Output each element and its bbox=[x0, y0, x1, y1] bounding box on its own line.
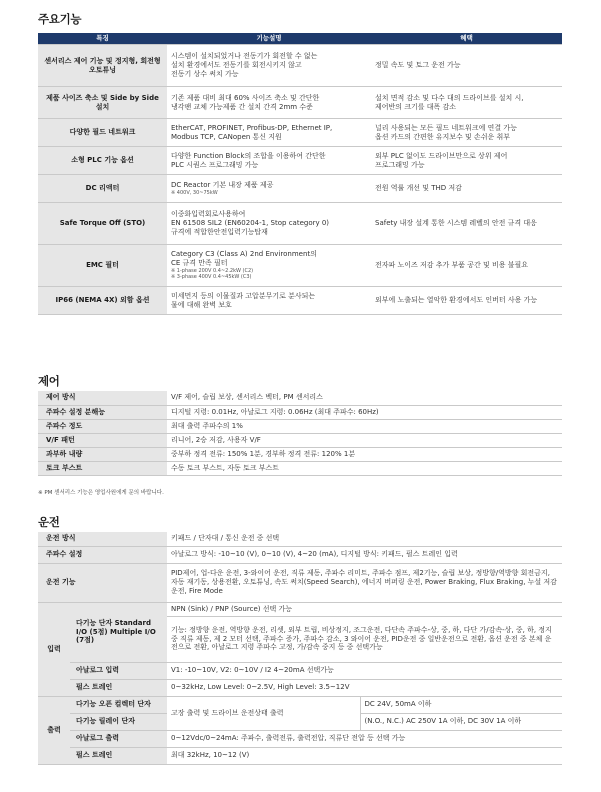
description-line: 다양한 Function Block의 조합을 이용하여 간단한 bbox=[171, 151, 326, 160]
row-label: 펄스 트레인 bbox=[70, 679, 167, 696]
row-label: 토크 부스트 bbox=[38, 461, 167, 475]
benefit-line: 널리 사용되는 모든 필드 네트워크에 연결 가능 bbox=[375, 123, 517, 132]
table-row bbox=[38, 679, 562, 696]
row-label: V/F 패턴 bbox=[38, 433, 167, 447]
description-line: Modbus TCP, CANopen 통신 지원 bbox=[171, 132, 282, 141]
description-line: DC Reactor 기본 내장 제품 제공 bbox=[171, 180, 274, 189]
row-value: 최대 출력 주파수의 1% bbox=[167, 419, 562, 433]
description-line: EtherCAT, PROFINET, Profibus-DP, Ethernet IP, bbox=[171, 123, 333, 132]
row-value: DC 24V, 50mA 이하 bbox=[360, 696, 562, 713]
benefit-cell bbox=[371, 175, 562, 203]
feature-cell: EMC 필터 bbox=[38, 245, 167, 287]
feature-cell: Safe Torque Off (STO) bbox=[38, 203, 167, 245]
table-row bbox=[38, 87, 562, 119]
table-row bbox=[38, 391, 562, 405]
row-value: (N.O., N.C.) AC 250V 1A 이하, DC 30V 1A 이하 bbox=[360, 713, 562, 730]
row-value: V1: -10~10V, V2: 0~10V / I2 4~20mA 선택가능 bbox=[167, 662, 562, 679]
table-row bbox=[38, 662, 562, 679]
description-cell bbox=[167, 87, 371, 119]
table-row bbox=[38, 602, 562, 616]
benefit-line: 프로그래밍 가능 bbox=[375, 160, 425, 169]
features-header-row bbox=[38, 33, 562, 45]
table-row bbox=[38, 546, 562, 563]
description-note: ※ 3-phase 400V 0.4~45kW (C3) bbox=[171, 274, 252, 281]
description-line: 전동기 상수 써치 가능 bbox=[171, 69, 239, 78]
benefit-cell bbox=[371, 87, 562, 119]
table-row bbox=[38, 563, 562, 602]
benefit-cell bbox=[371, 287, 562, 315]
benefit-line: 외부 PLC 없이도 드라이브만으로 상위 제어 bbox=[375, 151, 508, 160]
operation-table bbox=[38, 532, 562, 765]
row-label: 주파수 정도 bbox=[38, 419, 167, 433]
table-row bbox=[38, 433, 562, 447]
table-row bbox=[38, 45, 562, 87]
description-line: 규격에 적합한안전입력기능탑재 bbox=[171, 227, 268, 236]
benefit-line: Safety 내장 설계 통한 시스템 레벨의 안전 규격 대응 bbox=[375, 219, 537, 228]
table-row bbox=[38, 175, 562, 203]
description-line: 기존 제품 대비 최대 60% 사이즈 축소 및 간단한 bbox=[171, 93, 320, 102]
description-cell bbox=[167, 203, 371, 245]
row-value: 리니어, 2승 저감, 사용자 V/F bbox=[167, 433, 562, 447]
row-label: 아날로그 입력 bbox=[70, 662, 167, 679]
benefit-cell bbox=[371, 147, 562, 175]
benefit-line: 전원 역률 개선 및 THD 저감 bbox=[375, 184, 462, 193]
description-line: 냉각팬 교체 가능제품 간 설치 간격 2mm 수준 bbox=[171, 102, 313, 111]
table-row bbox=[38, 447, 562, 461]
description-line: 시스템이 설치되었거나 전동기가 회전할 수 없는 bbox=[171, 52, 318, 61]
table-row bbox=[38, 419, 562, 433]
description-line: PLC 시퀀스 프로그래밍 가능 bbox=[171, 160, 259, 169]
operation-title: 운전 bbox=[38, 515, 60, 529]
row-label: 주파수 설정 분해능 bbox=[38, 405, 167, 419]
row-value: 아날로그 방식: -10~10 (V), 0~10 (V), 4~20 (mA), 디지털 방식: 키패드, 펄스 트레인 입력 bbox=[167, 546, 562, 563]
row-value: 기능: 정방향 운전, 역방향 운전, 리셋, 외부 트립, 비상정지, 조그운전, 다단속 주파수-상, 중, 하, 다단 가/감속-상, 중, 하, 정지 중 직류 제동, 제 2 모터 선택, 주파수 증가, 주파수 감소, 3 와이어 운전, PID운전 중 일반운전으로 전환, 옵션 운전 중 본체 운전으로 전환, 아날로그 지령 주파수 고정, 가/감속 중지 등 중 선택가능 bbox=[167, 616, 562, 662]
benefit-line: 정밀 속도 및 토그 운전 가능 bbox=[375, 61, 461, 70]
table-row bbox=[38, 696, 562, 713]
benefit-line: 설치 면적 감소 및 다수 대의 드라이브를 설치 시, bbox=[375, 93, 524, 102]
table-row bbox=[38, 405, 562, 419]
row-value: PID제어, 업-다운 운전, 3-와이어 운전, 직류 제동, 주파수 리미트, 주파수 점프, 제2기능, 슬립 보상, 정방향/역방향 회전금지, 자동 재기동, 상용전환, 오토튜닝, 속도 써치(Speed Search), 에너지 버퍼링 운전, Power Braking, Flux Braking, 누설 저감 운전, Fire Mode bbox=[167, 563, 562, 602]
description-line: 물에 대해 완벽 보호 bbox=[171, 300, 232, 309]
row-value: V/F 제어, 슬립 보상, 센서리스 벡터, PM 센서리스 bbox=[167, 391, 562, 405]
input-group-label: 입력 bbox=[38, 602, 70, 696]
control-footnote: ※ PM 센서리스 기능은 영업사원에게 문의 바랍니다. bbox=[38, 490, 164, 496]
feature-cell: DC 리액터 bbox=[38, 175, 167, 203]
row-value: 수동 토크 부스트, 자동 토크 부스트 bbox=[167, 461, 562, 475]
feature-cell: 센서리스 제어 기능 및 정지형, 회전형 오토튜닝 bbox=[38, 45, 167, 87]
row-value: 고장 출력 및 드라이브 운전상태 출력 bbox=[167, 696, 360, 730]
description-line: 미세먼지 등의 이물질과 고압분무기로 분사되는 bbox=[171, 291, 316, 300]
row-value: 최대 32kHz, 10~12 (V) bbox=[167, 747, 562, 764]
description-cell bbox=[167, 287, 371, 315]
row-label: 제어 방식 bbox=[38, 391, 167, 405]
row-value: 중부하 정격 전류: 150% 1분, 경부하 정격 전류: 120% 1분 bbox=[167, 447, 562, 461]
description-line: 이중화입력회로사용하여 bbox=[171, 210, 246, 219]
features-title: 주요기능 bbox=[38, 12, 82, 26]
description-line: CE 규격 만족 필터 bbox=[171, 259, 228, 268]
benefit-line: 옵션 카드의 간편한 유지보수 및 손쉬운 취부 bbox=[375, 132, 511, 141]
control-title: 제어 bbox=[38, 374, 60, 388]
row-value: NPN (Sink) / PNP (Source) 선택 가능 bbox=[167, 602, 562, 616]
table-row bbox=[38, 730, 562, 747]
benefit-line: 외부에 노출되는 열악한 환경에서도 인버터 사용 가능 bbox=[375, 296, 538, 305]
row-label: 주파수 설정 bbox=[38, 546, 167, 563]
benefit-cell bbox=[371, 245, 562, 287]
row-value: 디지털 지령: 0.01Hz, 아날로그 지령: 0.06Hz (최대 주파수: 60Hz) bbox=[167, 405, 562, 419]
feature-cell: IP66 (NEMA 4X) 외함 옵션 bbox=[38, 287, 167, 315]
row-label: 다기능 릴레이 단자 bbox=[70, 713, 167, 730]
row-label: 운전 방식 bbox=[38, 532, 167, 546]
row-label: 아날로그 출력 bbox=[70, 730, 167, 747]
benefit-line: 제어반의 크기를 대폭 감소 bbox=[375, 102, 457, 111]
description-line: EN 61508 SIL2 (EN60204-1, Stop category 0) bbox=[171, 219, 330, 228]
feature-cell: 다양한 필드 네트워크 bbox=[38, 119, 167, 147]
description-cell bbox=[167, 119, 371, 147]
feature-cell: 제품 사이즈 축소 및 Side by Side 설치 bbox=[38, 87, 167, 119]
benefit-cell bbox=[371, 119, 562, 147]
header-feature: 특징 bbox=[38, 33, 167, 45]
header-description: 기능설명 bbox=[167, 33, 371, 45]
description-note: ※ 400V, 30~75kW bbox=[171, 189, 218, 196]
table-row bbox=[38, 461, 562, 475]
table-row bbox=[38, 747, 562, 764]
table-row bbox=[38, 203, 562, 245]
benefit-cell bbox=[371, 203, 562, 245]
row-label: 운전 기능 bbox=[38, 563, 167, 602]
description-cell bbox=[167, 245, 371, 287]
benefit-line: 전자파 노이즈 저감 추가 부품 공간 및 비용 불필요 bbox=[375, 261, 529, 270]
row-label: 펄스 트레인 bbox=[70, 747, 167, 764]
table-row bbox=[38, 287, 562, 315]
row-label: 과부하 내량 bbox=[38, 447, 167, 461]
row-value: 0~32kHz, Low Level: 0~2.5V, High Level: 3.5~12V bbox=[167, 679, 562, 696]
control-table bbox=[38, 391, 562, 476]
description-cell bbox=[167, 175, 371, 203]
features-table bbox=[38, 33, 562, 315]
multi-function-label: 다기능 단자 Standard I/O (5점) Multiple I/O (7점) bbox=[70, 602, 167, 662]
row-label: 다기능 오픈 컬렉터 단자 bbox=[70, 696, 167, 713]
description-cell bbox=[167, 147, 371, 175]
table-row bbox=[38, 119, 562, 147]
header-benefit: 혜택 bbox=[371, 33, 562, 45]
output-group-label: 출력 bbox=[38, 696, 70, 764]
description-note: ※ 1-phase 200V 0.4~2.2kW (C2) bbox=[171, 268, 254, 275]
feature-cell: 소형 PLC 기능 옵션 bbox=[38, 147, 167, 175]
table-row bbox=[38, 532, 562, 546]
description-line: 설치 환경에서도 전동기를 회전시키지 않고 bbox=[171, 61, 302, 70]
row-value: 키패드 / 단자대 / 통신 운전 중 선택 bbox=[167, 532, 562, 546]
description-cell bbox=[167, 45, 371, 87]
description-line: Category C3 (Class A) 2nd Environment의 bbox=[171, 250, 317, 259]
table-row bbox=[38, 147, 562, 175]
table-row bbox=[38, 245, 562, 287]
benefit-cell bbox=[371, 45, 562, 87]
row-value: 0~12Vdc/0~24mA: 주파수, 출력전류, 출력전압, 직류단 전압 등 선택 가능 bbox=[167, 730, 562, 747]
